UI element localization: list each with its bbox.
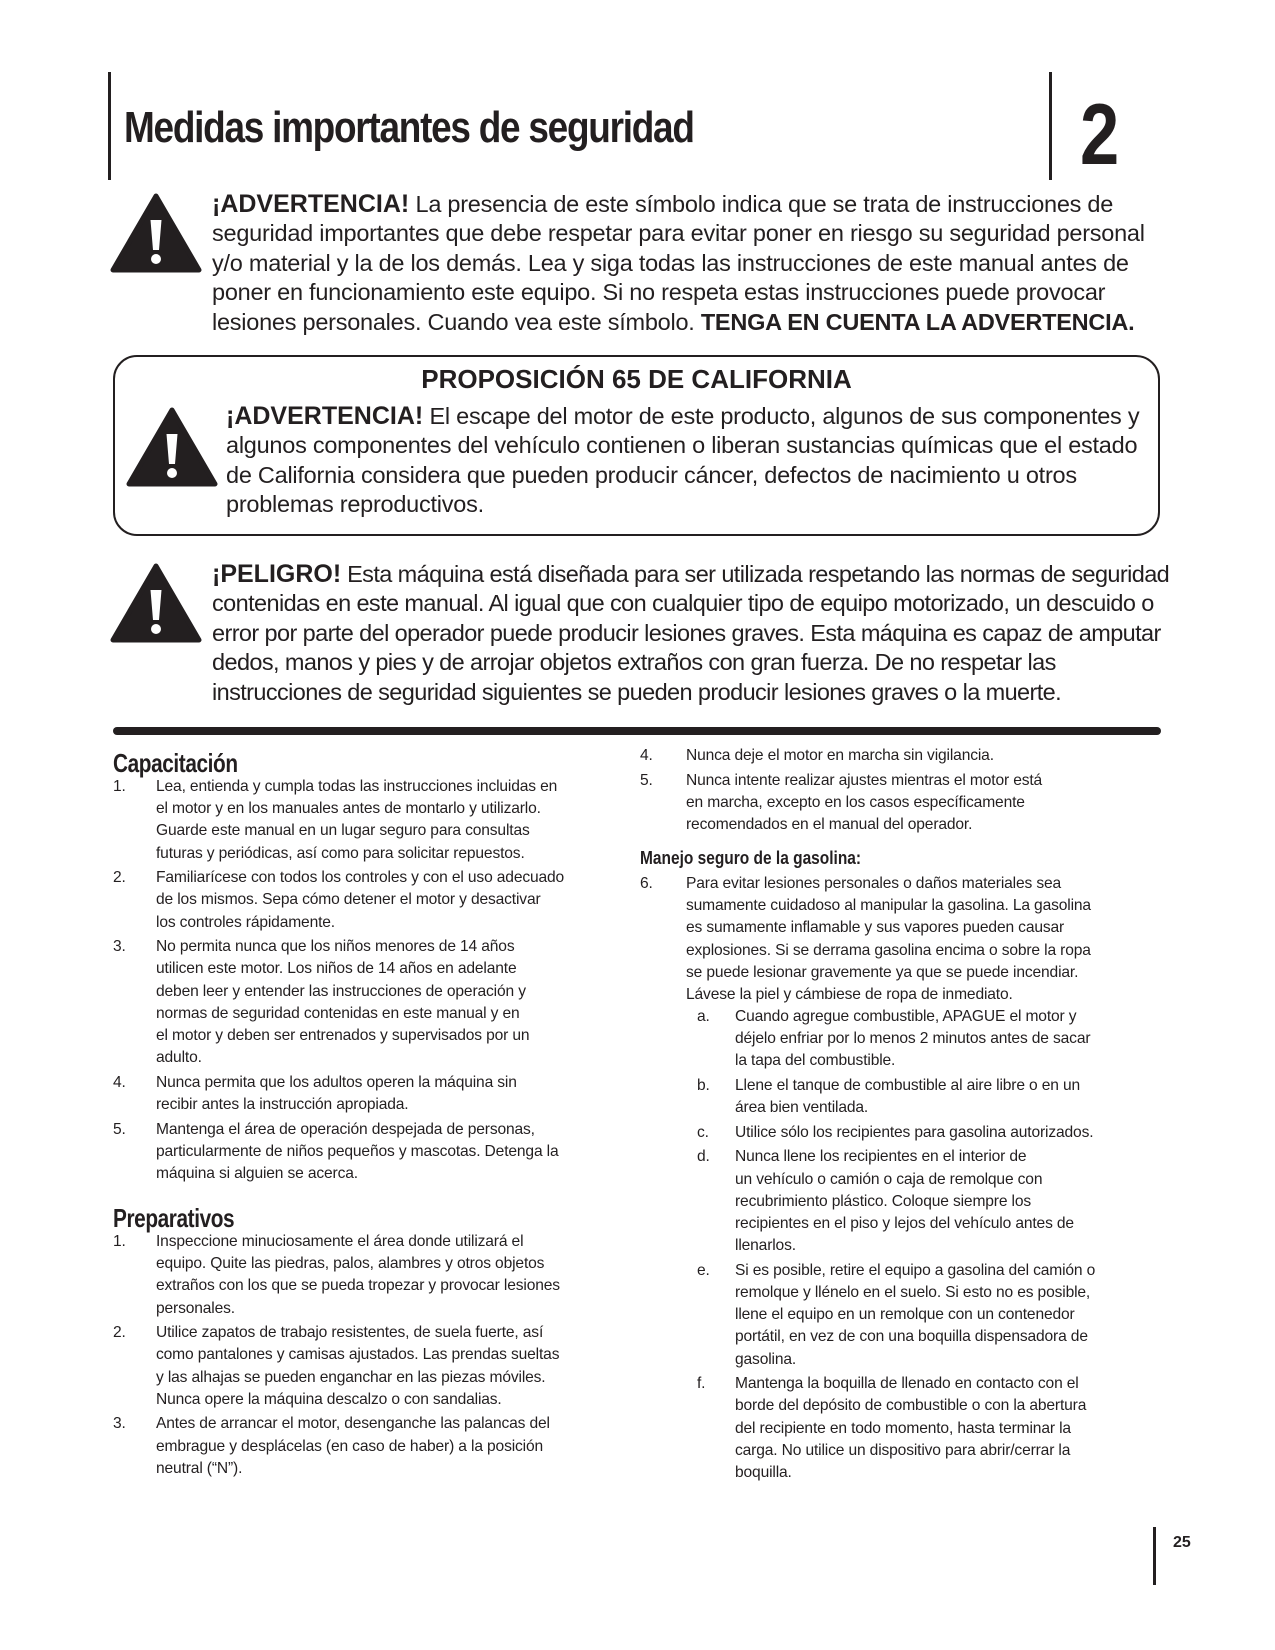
list-item-line: boquilla. [735,1464,792,1481]
list-item [697,1260,1175,1371]
list-item-line: borde del depósito de combustible o con la abertura [735,1397,1087,1415]
list-item-line: Nunca permita que los adultos operen la máquina sin [156,1073,517,1091]
list-item-line: llenarlos. [735,1237,796,1255]
list-item-number: 2. [113,1324,126,1342]
list-item [640,770,1156,837]
list-item [697,1122,1175,1144]
list-item-line: carga. No utilice un dispositivo para abrir/cerrar la [735,1441,1071,1459]
list-item-text [156,1322,616,1411]
chapter-number: 2 [1080,87,1120,183]
list-item-line: como pantalones y camisas ajustados. Las prendas sueltas [156,1346,560,1364]
list-item-line: futuras y periódicas, así como para solicitar repuestos. [156,844,525,862]
warning-emphasis: TENGA EN CUENTA LA ADVERTENCIA. [700,308,1135,335]
list-item-number: 4. [113,1073,126,1091]
warning-triangle-icon [110,192,202,274]
list-item-number: a. [697,1008,710,1025]
footer-bar [1153,1527,1156,1585]
prop65-keyword: ¡ADVERTENCIA! [226,402,424,430]
list-item-text [735,1146,1175,1257]
prop65-title: PROPOSICIÓN 65 DE CALIFORNIA [421,364,852,394]
list-item-line: Nunca opere la máquina descalzo o con sandalias. [156,1390,502,1408]
list-item-line: Nunca intente realizar ajustes mientras el motor está [686,771,1043,789]
list-item-line: llene el equipo en un remolque con un contenedor [735,1306,1075,1324]
list-item-line: Antes de arrancar el motor, desenganche las palancas del [156,1415,550,1433]
list-item-line: portátil, en vez de con una boquilla dispensadora de [735,1328,1088,1346]
list-item [697,1373,1175,1484]
gasoline-subheading: Manejo seguro de la gasolina: [640,848,862,868]
list-item-line: Utilice sólo los recipientes para gasolina autorizados. [735,1123,1094,1141]
list-item-line: particularmente de niños pequeños y mascotas. Detenga la [156,1142,559,1160]
list-item-text [156,867,616,934]
list-item-line: máquina si alguien se acerca. [156,1165,358,1182]
list-item-line: embrague y desplácelas (en caso de haber) a la posición [156,1437,544,1455]
page-number: 25 [1173,1534,1191,1551]
list-item-line: explosiones. Si se derrama gasolina encima o sobre la ropa [686,941,1091,959]
list-item [113,776,616,865]
list-item-line: de los mismos. Sepa cómo detener el motor y desactivar [156,891,541,909]
list-item-text [735,1075,1175,1119]
list-item-text [735,1373,1175,1484]
list-item-line: en marcha, excepto en los casos específicamente [686,793,1025,811]
list-item-line: Lávese la piel y cámbiese de ropa de inmediato. [686,986,1013,1004]
list-item [113,1072,616,1116]
list-item-text [156,1072,616,1116]
list-item-line: recubrimiento plástico. Coloque siempre los [735,1192,1032,1210]
section-divider [113,727,1161,735]
list-item-text [156,776,616,865]
list-item [113,1231,616,1320]
list-item-number: 1. [113,778,126,795]
list-item-line: utilicen este motor. Los niños de 14 años en adelante [156,960,517,978]
list-item-text [686,770,1156,837]
page-title: Medidas importantes de seguridad [124,103,694,152]
list-item-line: Para evitar lesiones personales o daños materiales sea [686,875,1062,892]
warning-top-text: ¡ADVERTENCIA! La presencia de este símbolo indica que se trata de instrucciones de seguridad importantes que debe respetar para evitar poner en riesgo su seguridad personal y/o material y la de los demás. Lea y siga todas las instrucciones de este manual antes de poner en funcionamiento este equipo. Si no respeta estas instrucciones puede provocar lesiones personales. Cuando vea este símbolo. TENGA EN CUENTA LA ADVERTENCIA. [212,190,1145,335]
list-item-line: normas de seguridad contenidas en este manual y en [156,1004,520,1022]
list-item-number: 1. [113,1233,126,1250]
list-item-line: Lea, entienda y cumpla todas las instrucciones incluidas en [156,778,558,795]
list-item-number: b. [697,1077,710,1094]
list-item-number: 3. [113,1415,126,1433]
list-item [113,1119,616,1186]
list-item-line: Mantenga la boquilla de llenado en contacto con el [735,1375,1079,1393]
list-item-number: e. [697,1261,710,1279]
list-item-line: y las alhajas se pueden enganchar en las piezas móviles. [156,1368,546,1386]
list-item-text [735,1122,1175,1144]
list-item-line: gasolina. [735,1350,797,1368]
list-item-line: personales. [156,1299,235,1317]
list-item-line: Nunca llene los recipientes en el interior de [735,1148,1027,1166]
list-item-line: recomendados en el manual del operador. [686,816,973,833]
list-item-number: 2. [113,869,126,887]
list-item-number: 4. [640,747,653,764]
list-item-line: es sumamente inflamable y sus vapores pueden causar [686,919,1065,937]
list-item-text [686,745,1156,767]
list-item-text [156,1119,616,1186]
list-item [697,1006,1175,1073]
list-item-line: los controles rápidamente. [156,913,335,931]
list-item-line: Llene el tanque de combustible al aire libre o en un [735,1077,1081,1094]
list-item-line: Inspeccione minuciosamente el área donde utilizará el [156,1233,524,1250]
list-item-line: No permita nunca que los niños menores de 14 años [156,938,515,956]
list-item [113,1322,616,1411]
list-item-line: Familiarícese con todos los controles y con el uso adecuado [156,869,565,887]
list-item-line: Guarde este manual en un lugar seguro para consultas [156,822,530,840]
warning-keyword: ¡ADVERTENCIA! [212,190,410,218]
list-item-line: equipo. Quite las piedras, palos, alambres y otros objetos [156,1255,545,1273]
danger-keyword: ¡PELIGRO! [212,560,342,588]
danger-text: ¡PELIGRO! Esta máquina está diseñada para ser utilizada respetando las normas de seguridad contenidas en este manual. Al igual que con cualquier tipo de equipo motorizado, un descuido o error por parte del operador puede producir lesiones graves. Esta máquina es capaz de amputar dedos, manos y pies y de arrojar objetos extraños con gran fuerza. De no respetar las instrucciones de seguridad siguientes se pueden producir lesiones graves o la muerte. [212,560,1170,705]
list-item-line: Si es posible, retire el equipo a gasolina del camión o [735,1261,1096,1279]
list-item-text [156,1231,616,1320]
header-left-bar [108,72,111,180]
list-item-line: el motor y deben ser entrenados y supervisados por un [156,1027,530,1044]
list-item [697,1146,1175,1257]
list-item [113,936,616,1069]
list-item-number: 6. [640,875,653,892]
list-item-text [156,936,616,1069]
header-right-bar [1049,72,1052,180]
list-item-line: Cuando agregue combustible, APAGUE el motor y [735,1008,1077,1025]
list-item-line: deben leer y entender las instrucciones de operación y [156,982,526,1000]
list-item-number: 3. [113,938,126,956]
list-item-line: el motor y en los manuales antes de montarlo y utilizarlo. [156,800,541,818]
list-item-line: Nunca deje el motor en marcha sin vigilancia. [686,747,994,764]
list-item-line: un vehículo o camión o caja de remolque con [735,1170,1043,1188]
list-item-line: sumamente cuidadoso al manipular la gasolina. La gasolina [686,897,1091,915]
list-item-line: adulto. [156,1049,202,1067]
list-item-line: recibir antes la instrucción apropiada. [156,1096,409,1113]
warning-triangle-icon [126,406,218,488]
preparativos-heading: Preparativos [113,1203,235,1233]
list-item-line: recipientes en el piso y lejos del vehículo antes de [735,1215,1074,1232]
list-item [640,745,1156,767]
list-item-number: 5. [640,771,653,789]
list-item-text [735,1006,1175,1073]
list-item-text [156,1413,616,1480]
prop65-text: ¡ADVERTENCIA! El escape del motor de este producto, algunos de sus componentes y algunos componentes del vehículo contienen o liberan sustancias químicas que el estado de California considera que pueden producir cáncer, defectos de nacimiento u otros problemas reproductivos. [226,402,1140,518]
list-item-number: 5. [113,1120,126,1138]
list-item-number: f. [697,1375,706,1393]
list-item-text [735,1260,1175,1371]
warning-triangle-icon [110,562,202,644]
list-item-line: Mantenga el área de operación despejada de personas, [156,1120,535,1138]
list-item [697,1075,1175,1119]
list-item-line: área bien ventilada. [735,1099,869,1117]
list-item-text [686,873,1156,1006]
list-item-line: neutral (“N”). [156,1459,243,1477]
list-item-number: d. [697,1148,710,1166]
list-item [113,1413,616,1480]
list-item-line: déjelo enfriar por lo menos 2 minutos antes de sacar [735,1030,1091,1048]
list-item-line: Utilice zapatos de trabajo resistentes, de suela fuerte, así [156,1324,544,1342]
list-item-line: extraños con los que se pueda tropezar y provocar lesiones [156,1277,560,1295]
list-item-line: del recipiente en todo momento, hasta terminar la [735,1419,1071,1437]
list-item-line: la tapa del combustible. [735,1052,896,1070]
list-item [113,867,616,934]
list-item-line: remolque y llénelo en el suelo. Si esto no es posible, [735,1284,1091,1301]
list-item [640,873,1156,1006]
list-item-line: se puede lesionar gravemente ya que se puede incendiar. [686,963,1079,981]
list-item-number: c. [697,1123,709,1141]
capacitacion-heading: Capacitación [113,748,238,778]
